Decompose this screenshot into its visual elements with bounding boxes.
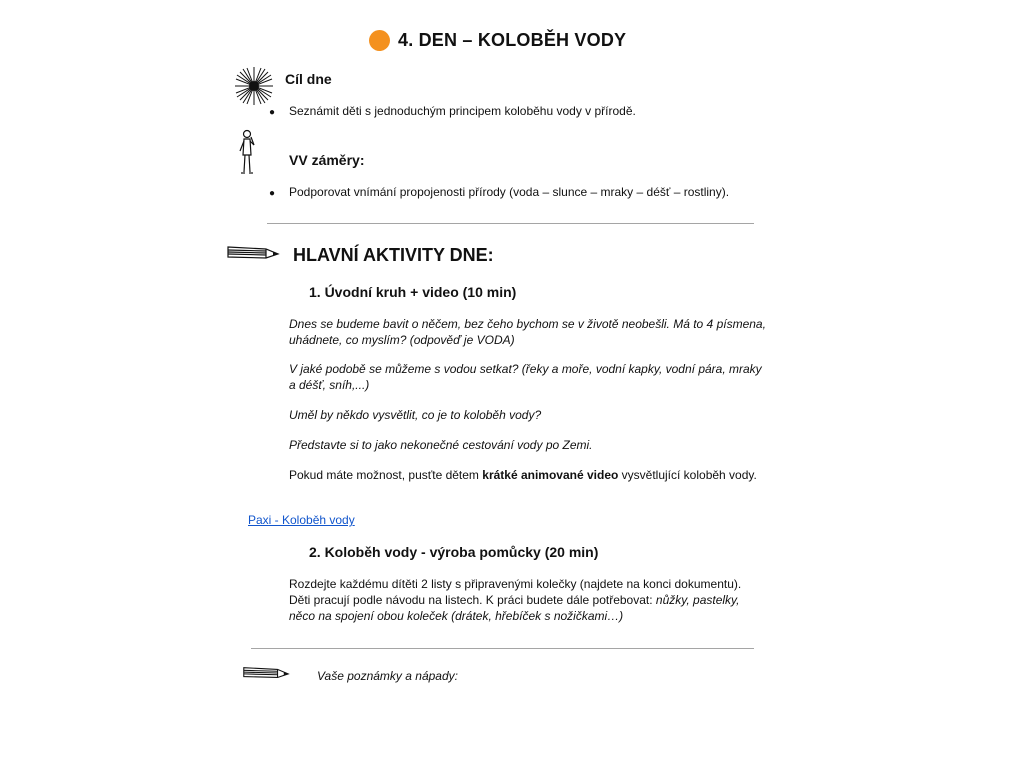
goal-bullet [269, 103, 636, 121]
goal-text: Seznámit děti s jednoduchým principem koloběhu vody v přírodě. [289, 104, 636, 118]
activity1-paragraph-5 [289, 467, 769, 483]
bullet-icon: ● [269, 188, 276, 199]
main-heading: HLAVNÍ AKTIVITY DNE: [293, 245, 494, 265]
goal-heading: Cíl dne [285, 71, 332, 87]
vv-heading: VV záměry: [289, 152, 365, 168]
notes-label: Vaše poznámky a nápady: [317, 669, 458, 683]
activity1-title: 1. Úvodní kruh + video (10 min) [309, 284, 517, 300]
pencil-icon [240, 665, 292, 681]
vv-text: Podporovat vnímání propojenosti přírody (voda – slunce – mraky – déšť – rostliny). [289, 185, 730, 199]
activity1-paragraph-2: V jaké podobě se můžeme s vodou setkat? (řeky a moře, vodní kapky, vodní pára, mraky a déšť, sníh,...) [289, 362, 762, 392]
page-title-row [369, 30, 626, 51]
activity2-title: 2. Koloběh vody - výroba pomůcky (20 min) [309, 544, 599, 560]
bullet-icon: ● [269, 107, 276, 118]
activity2-paragraph [289, 576, 761, 624]
divider [267, 223, 754, 224]
orange-dot-icon [369, 30, 390, 51]
activity1-p5-text-end: vysvětlující koloběh vody. [618, 468, 757, 482]
activity1-p5-bold: krátké animované video [482, 468, 619, 482]
activity2-text: Rozdejte každému dítěti 2 listy s připravenými kolečky (najdete na konci dokumentu). Děti pracují podle návodu na listech. K práci budete dále potřebovat: [289, 577, 742, 607]
person-icon [236, 129, 258, 175]
pencil-icon [226, 244, 280, 262]
activity1-paragraph-3: Uměl by někdo vysvětlit, co je to koloběh vody? [289, 408, 542, 422]
activity1-paragraph-1: Dnes se budeme bavit o něčem, bez čeho bychom se v životě neobešli. Má to 4 písmena, uhádnete, co myslím? (odpověď je VODA) [289, 317, 766, 347]
activity1-p5-text: Pokud máte možnost, pusťte dětem [289, 468, 483, 482]
vv-bullet [269, 184, 729, 202]
activity2-italic-text: nůžky, pastelky, něco na spojení obou koleček (drátek, hřebíček s nožičkami…) [289, 593, 740, 623]
activity1-paragraph-4: Představte si to jako nekonečné cestování vody po Zemi. [289, 438, 593, 452]
sun-icon [234, 66, 274, 106]
divider [251, 648, 754, 649]
video-link[interactable]: Paxi - Koloběh vody [248, 513, 355, 527]
page-title: 4. DEN – KOLOBĚH VODY [398, 30, 627, 50]
